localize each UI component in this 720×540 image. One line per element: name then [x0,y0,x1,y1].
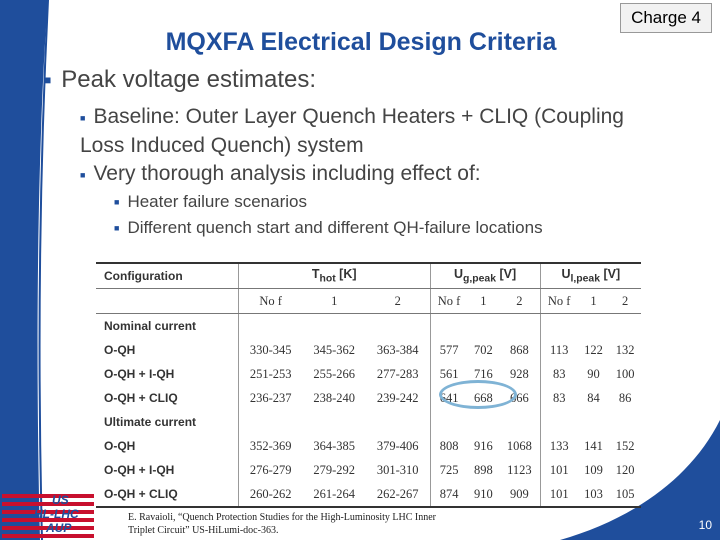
table-cell: 251-253 [238,362,302,386]
table-cell: 279-292 [313,462,356,477]
header-thot-unit: [K] [335,267,357,282]
table-cell: 83 [540,386,578,410]
table-cell: 132 [615,342,635,357]
subheader-cell: 1 [302,289,365,314]
table-cell: 103 [578,482,610,507]
bullet-level3-quench [114,218,543,238]
empty-cell [366,314,430,339]
subheader-empty [96,289,238,314]
charge-badge: Charge 4 [620,3,712,33]
table-cell: 101 [540,482,578,507]
table-cell: 330-345 [238,338,302,362]
subheader-cell: No f [430,289,468,314]
bullet-text: Heater failure scenarios [127,192,307,211]
bullet-square-icon: ■ [44,73,52,87]
bullet-text: Baseline: Outer Layer Quench Heaters + CLIQ (Coupling Loss Induced Quench) system [80,105,624,157]
table-cell: 105 [609,482,641,507]
table-cell: 260-262 [238,482,302,507]
bullet-level1 [44,66,316,94]
logo-text: HL-LHC [34,507,79,521]
table-cell: 364-385 [313,438,356,453]
table-cell: 910 [468,482,500,507]
table-cell: 561 [430,362,468,386]
table-cell: 1068 [506,438,532,453]
header-ug-symbol: U [454,267,464,282]
empty-cell [366,410,430,434]
table-cell: 352-369 [238,434,302,458]
page-number: 10 [698,518,712,532]
section-label: Nominal current [104,319,197,333]
table-cell: 641 [430,386,468,410]
table-cell: 236-237 [238,386,302,410]
table-cell: 152 [615,438,635,453]
bullet-level3-heater [114,192,307,212]
table-cell: 101 [540,458,578,482]
table-cell: 668 [474,390,493,405]
subheader-cell: No f [238,289,302,314]
table-cell: 909 [499,482,540,507]
table-cell: 1123 [507,462,532,477]
reference-line: E. Ravaioli, “Quench Protection Studies for the High-Luminosity LHC Inner [128,512,436,523]
bullet-square-icon: ■ [80,170,86,180]
header-ul-symbol: U [561,267,571,282]
empty-cell [468,410,500,434]
table-cell: 301-310 [376,462,419,477]
empty-cell [578,410,610,434]
table-cell: 808 [430,434,468,458]
highlight-ellipse [439,380,517,409]
table-header-row [96,263,641,289]
subheader-cell: 1 [578,289,610,314]
empty-cell [499,314,540,339]
config-label: O-QH + CLIQ [104,391,178,405]
table-cell: 141 [584,438,603,453]
empty-cell [302,410,365,434]
empty-cell [609,410,641,434]
empty-cell [578,314,610,339]
header-ul-unit: [V] [600,267,621,282]
table-cell: 277-283 [376,366,419,381]
section-label: Ultimate current [104,415,197,429]
header-ug [430,263,540,289]
table-cell: 122 [584,342,603,357]
empty-cell [540,410,578,434]
peak-voltage-table [96,262,641,508]
table-cell: 898 [474,462,493,477]
table-cell: 363-384 [376,342,419,357]
header-thot [238,263,430,289]
table-cell: 276-279 [238,458,302,482]
table-cell: 261-264 [302,482,365,507]
header-configuration: Configuration [96,263,238,289]
table-cell: 255-266 [313,366,356,381]
bullet-square-icon: ■ [80,113,86,123]
bullet-text: Peak voltage estimates: [61,66,317,93]
header-ug-sub: g,peak [463,273,496,285]
table-cell: 868 [510,342,529,357]
bullet-level2-baseline [80,104,640,158]
bullet-square-icon: ■ [114,197,120,207]
bullet-level2-analysis [80,162,481,186]
table-row [96,362,641,386]
logo-text: US [52,493,69,507]
table-section-row [96,314,641,339]
subheader-cell: No f [540,289,578,314]
table-cell: 379-406 [376,438,419,453]
table-row [96,386,641,410]
empty-cell [499,410,540,434]
table-row [96,458,641,482]
header-ug-unit: [V] [496,267,517,282]
table-cell: 928 [510,366,529,381]
table-cell: 84 [587,390,600,405]
table-cell: 86 [618,390,632,405]
empty-cell [609,314,641,339]
table-row [96,482,641,507]
empty-cell [430,410,468,434]
header-ul-sub: l,peak [570,273,601,285]
table-cell: 90 [587,366,600,381]
config-label: O-QH + I-QH [104,463,175,477]
empty-cell [238,410,302,434]
header-thot-sub: hot [319,273,336,285]
table-cell: 238-240 [313,390,356,405]
config-label: O-QH + I-QH [104,367,175,381]
logo-text: AUP [46,521,72,535]
table-cell: 262-267 [366,482,430,507]
subheader-cell: 1 [468,289,500,314]
table-cell: 577 [430,338,468,362]
config-label: O-QH [104,343,136,357]
table-row [96,338,641,362]
header-thot-symbol: T [311,267,320,282]
table-cell: 716 [474,366,493,381]
table-cell: 702 [474,342,493,357]
table-cell: 100 [615,366,635,381]
table-cell: 239-242 [376,390,419,405]
reference-citation [128,511,488,537]
table-body [96,314,641,508]
bullet-text: Different quench start and different QH-failure locations [127,218,543,237]
table-section-row [96,410,641,434]
bullet-square-icon: ■ [114,223,120,233]
table-cell: 113 [540,338,578,362]
header-ul [540,263,641,289]
table-cell: 874 [430,482,468,507]
table-cell: 725 [430,458,468,482]
table-cell: 83 [540,362,578,386]
empty-cell [540,314,578,339]
table-cell: 109 [584,462,603,477]
config-label: O-QH [104,439,136,453]
subheader-cell: 2 [499,289,540,314]
empty-cell [430,314,468,339]
empty-cell [468,314,500,339]
bullet-text: Very thorough analysis including effect of: [93,162,481,185]
subheader-cell: 2 [609,289,641,314]
us-hl-lhc-aup-logo [2,490,94,538]
table-cell: 916 [474,438,493,453]
table-row [96,434,641,458]
table-subheader-row [96,289,641,314]
empty-cell [238,314,302,339]
table-cell: 120 [615,462,635,477]
subheader-cell: 2 [366,289,430,314]
slide-title: MQXFA Electrical Design Criteria [165,28,557,56]
table-cell: 345-362 [313,342,356,357]
table-cell: 133 [540,434,578,458]
config-label: O-QH + CLIQ [96,482,238,507]
table-cell: 666 [510,390,529,405]
empty-cell [302,314,365,339]
reference-line: Triplet Circuit” US-HiLumi-doc-363. [128,525,279,536]
